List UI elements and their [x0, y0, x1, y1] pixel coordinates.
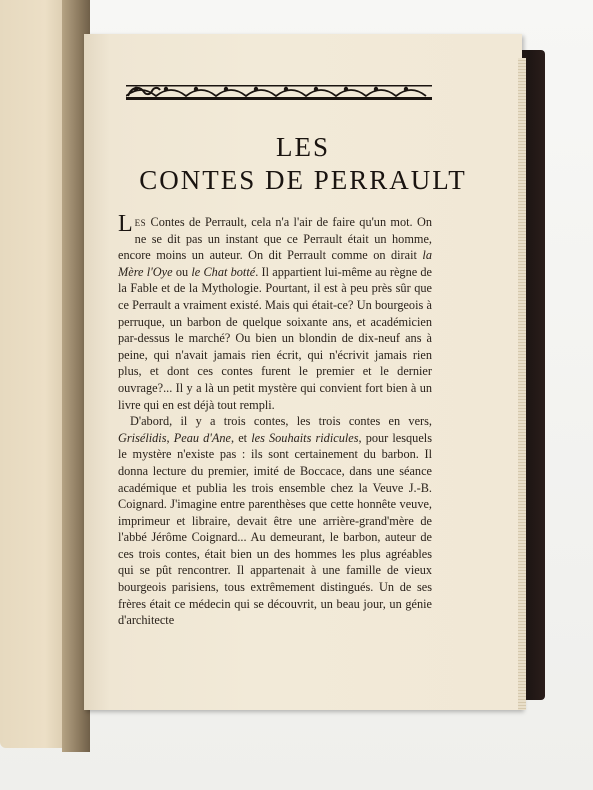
- paragraph-1-text-a: Contes de Perrault, cela n'a l'air de faire qu'un mot. On ne se dit pas un instant que ce Perrault était un homme, encore moins un auteur. On dit Perrault comme on dirait: [118, 215, 432, 263]
- title-mere-loye: la Mère l'Oye: [118, 248, 432, 279]
- title-griselidis: Grisélidis: [118, 430, 167, 445]
- page-title-line2: CONTES DE PERRAULT: [139, 165, 467, 195]
- paragraph-2-text-a: D'abord, il y a trois contes, les trois contes en vers,: [130, 414, 432, 429]
- paragraph-2-text-b: ,: [166, 430, 174, 445]
- paragraph-2-text-c: , et: [231, 430, 252, 445]
- paragraph-1: [118, 211, 433, 413]
- opening-smallcaps: es: [134, 215, 147, 229]
- paragraph-2-text-d: , pour lesquels le mystère n'existe pas : ils sont certainement du barbon. Il donna lecture du premier, imité de Boccace, dans une séance académique et publia les trois ensemble chez la Veuve J.-B. Coignard. J'imagine entre parenthèses que cette honnête veuve, imprimeur et libraire, devait être une arrière-grand'mère de l'abbé Jérôme Coignard... Au demeurant, le barbon, auteur de ces trois contes, était bien un des hommes les plus agréables qui se pût rencontrer. Il appartenait à une famille de vieux bourgeois parisiens, tous extrêmement distingués. Un de ses frères était ce médecin qui se découvrit, un beau jour, un génie d'architecte: [118, 430, 432, 628]
- paragraph-2: [118, 413, 432, 629]
- ornament-headpiece: [126, 84, 432, 102]
- title-souhaits-ridicules: les Souhaits ridicules: [251, 430, 359, 445]
- title-peau-dane: Peau d'Ane: [173, 430, 232, 445]
- body-text: [118, 211, 433, 629]
- drop-cap: L: [118, 211, 133, 237]
- paragraph-1-text-c: . Il appartient lui-même au règne de la Fable et de la Mythologie. Pourtant, il est à peu près sûr que ce Perrault a vraiment existé. Mais qui était-ce? Un bourgeois à perruque, un barbon de quelque soixante ans, et académicien par-dessus le marché? Ou bien un blondin de dix-neuf ans à peine, qui n'avait jamais rien écrit, qui n'écrivit jamais rien plus, et dont ces contes furent le premier et le dernier ouvrage?... Il y a là un petit mystère qui convient fort bien à un livre qui en est déjà tout rempli.: [118, 264, 433, 412]
- page-title-line1: LES: [275, 132, 330, 162]
- paragraph-1-text-b: ou: [172, 264, 192, 279]
- title-chat-botte: le Chat botté: [191, 264, 256, 279]
